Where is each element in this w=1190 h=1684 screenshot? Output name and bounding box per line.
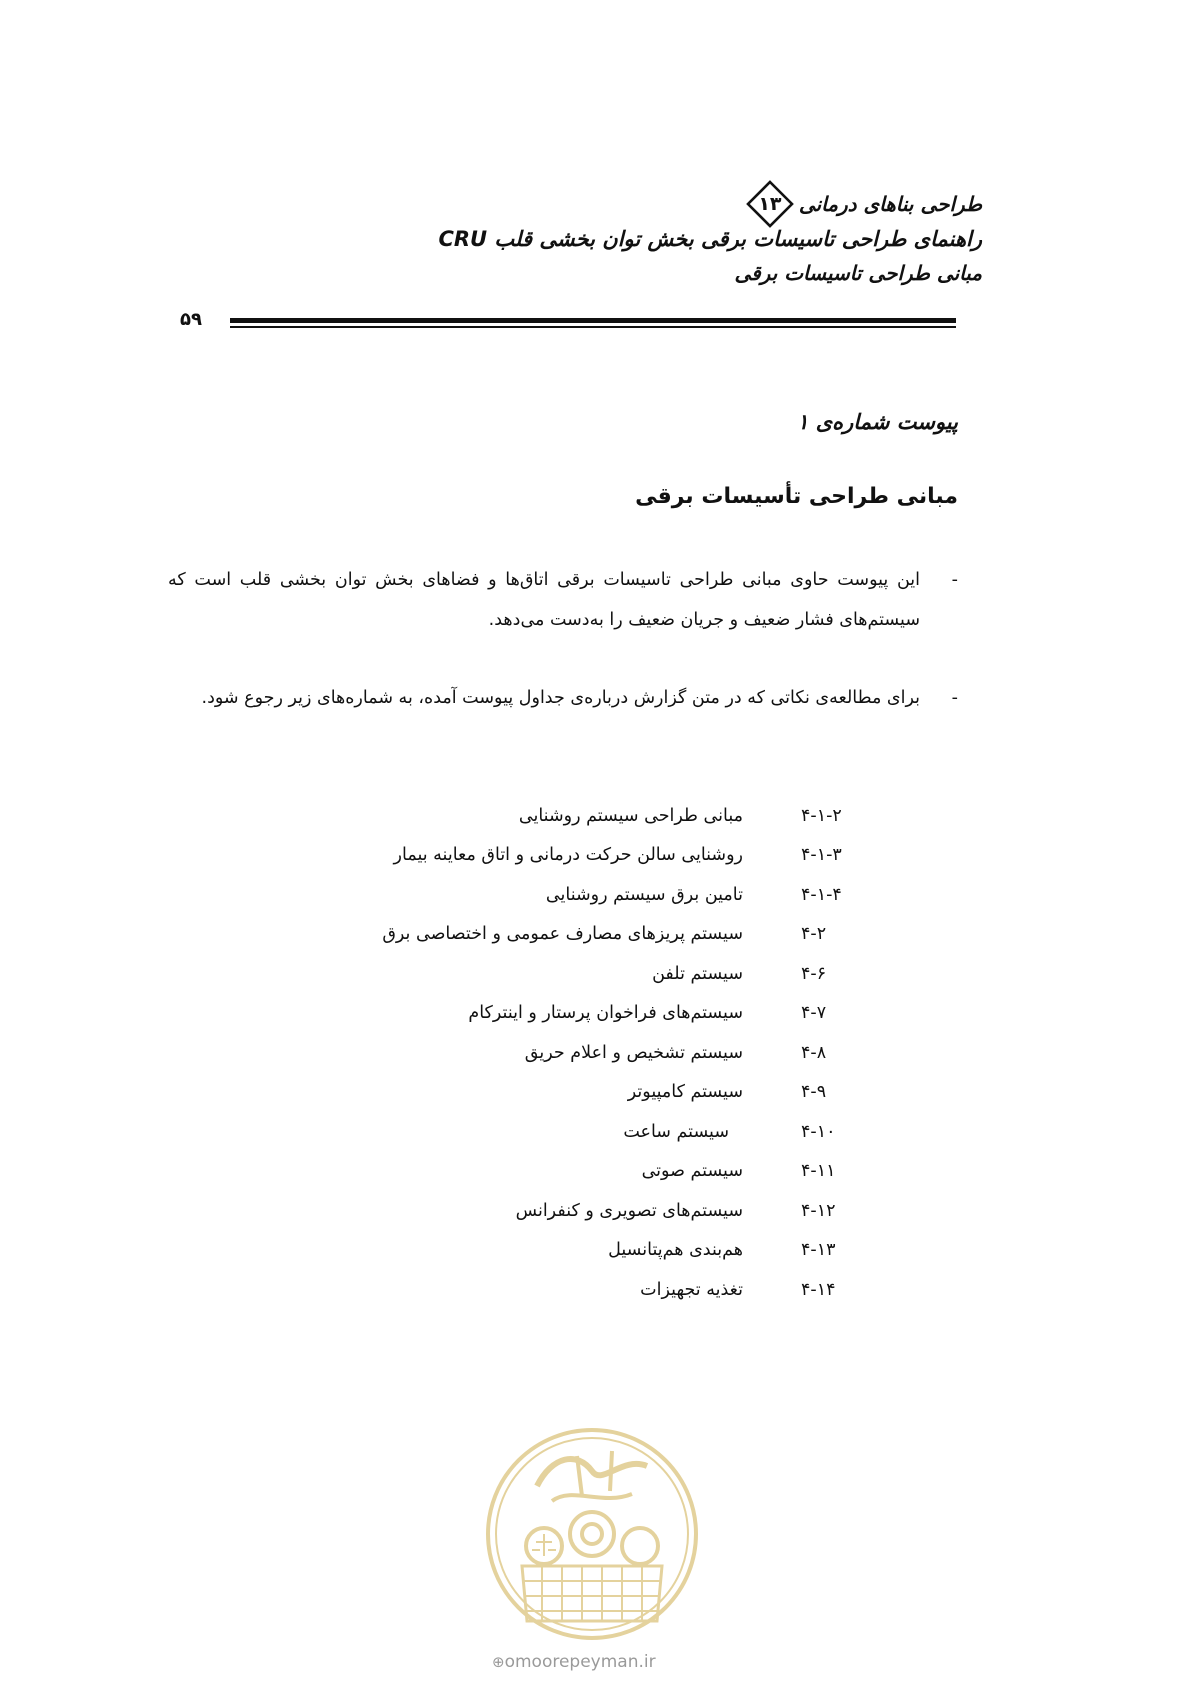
item-title: سیستم کامپیوتر	[627, 1082, 743, 1103]
list-item	[311, 915, 871, 955]
item-number: ۴-۱-۴	[801, 884, 842, 905]
paragraph-text: برای مطالعه‌ی نکاتی که در متن گزارش درباره‌ی جداول پیوست آمده، به شماره‌های زیر رجوع شود.	[201, 688, 920, 708]
header-divider	[230, 318, 956, 328]
list-item	[311, 994, 871, 1034]
paragraph-1	[168, 560, 958, 640]
item-title: سیستم صوتی	[641, 1161, 743, 1182]
bullet-dash: -	[951, 570, 958, 590]
main-title: مبانی طراحی تأسیسات برقی	[635, 484, 958, 509]
bullet-dash: -	[951, 688, 958, 708]
item-number: ۴-۱-۳	[801, 845, 842, 866]
item-title: تامین برق سیستم روشنایی	[545, 884, 743, 905]
item-title: سیستم‌های تصویری و کنفرانس	[515, 1200, 743, 1221]
paragraph-2	[168, 678, 958, 718]
item-number: ۴-۱۳	[801, 1240, 836, 1261]
item-number: ۴-۹	[801, 1082, 827, 1103]
item-number: ۴-۱۴	[801, 1279, 836, 1300]
header-section: مبانی طراحی تاسیسات برقی	[734, 261, 982, 285]
list-item	[311, 1231, 871, 1271]
item-title: سیستم‌های فراخوان پرستار و اینترکام	[468, 1003, 743, 1024]
item-title: روشنایی سالن حرکت درمانی و اتاق معاینه بیمار	[393, 845, 743, 866]
item-title: سیستم ساعت	[623, 1121, 729, 1142]
item-title: سیستم تشخیص و اعلام حریق	[524, 1042, 743, 1063]
item-number: ۴-۱-۲	[801, 805, 842, 826]
watermark-url	[492, 1652, 656, 1672]
header-series-line	[222, 186, 982, 222]
header-series: طراحی بناهای درمانی	[798, 192, 982, 216]
list-item	[311, 1191, 871, 1231]
page-header	[222, 186, 982, 290]
appendix-title: پیوست شماره‌ی ۱	[797, 410, 958, 434]
list-item	[311, 1112, 871, 1152]
list-item	[311, 1152, 871, 1192]
item-number: ۴-۸	[801, 1042, 827, 1063]
reference-list	[311, 796, 871, 1310]
item-number: ۴-۶	[801, 963, 827, 984]
list-item	[311, 1033, 871, 1073]
item-title: سیستم پریزهای مصارف عمومی و اختصاصی برق	[382, 924, 743, 945]
item-title: مبانی طراحی سیستم روشنایی	[518, 805, 743, 826]
item-number: ۴-۲	[801, 924, 827, 945]
list-item	[311, 1073, 871, 1113]
item-number: ۴-۱۰	[801, 1121, 836, 1142]
item-title: تغذیه تجهیزات	[640, 1279, 743, 1300]
item-title: هم‌بندی هم‌پتانسیل	[608, 1240, 743, 1261]
item-title: سیستم تلفن	[652, 963, 743, 984]
list-item	[311, 796, 871, 836]
volume-number-badge	[745, 179, 795, 229]
item-number: ۴-۷	[801, 1003, 827, 1024]
list-item	[311, 875, 871, 915]
volume-number: ۱۳	[758, 193, 782, 215]
watermark-seal-logo	[482, 1416, 702, 1652]
item-number: ۴-۱۱	[801, 1161, 836, 1182]
list-item	[311, 1270, 871, 1310]
paragraph-text: این پیوست حاوی مبانی طراحی تاسیسات برقی اتاق‌ها و فضاهای بخش توان بخشی قلب است که سیستم‌های فشار ضعیف و جریان ضعیف را به‌دست می‌دهد.	[168, 570, 920, 630]
globe-icon: ⊕	[492, 1653, 505, 1671]
list-item	[311, 954, 871, 994]
item-number: ۴-۱۲	[801, 1200, 836, 1221]
header-subtitle: راهنمای طراحی تاسیسات برقی بخش توان بخشی قلب CRU	[438, 227, 982, 251]
watermark-url-text: omoorepeyman.ir	[504, 1652, 656, 1672]
list-item	[311, 836, 871, 876]
page-number: ۵۹	[180, 309, 202, 330]
